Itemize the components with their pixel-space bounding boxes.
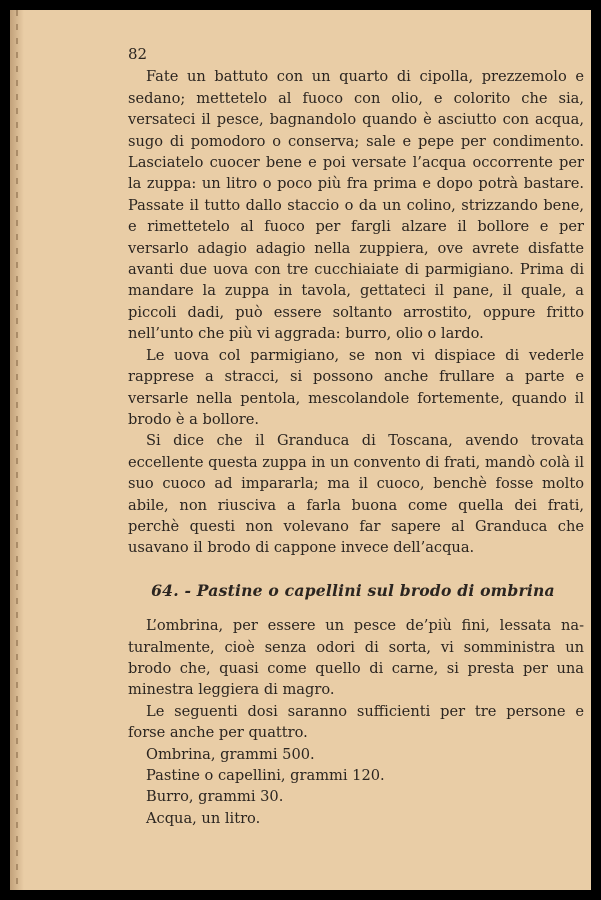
ingredient-line: Pastine o capellini, grammi 120. xyxy=(146,767,385,784)
book-page xyxy=(10,10,591,890)
ingredient-line: Acqua, un litro. xyxy=(146,809,261,827)
ingredient-line: Burro, grammi 30. xyxy=(146,788,284,806)
paragraph-servings: Le seguenti dosi saranno sufficienti per tre persone e forse anche per quattro. xyxy=(128,702,584,742)
page-text xyxy=(128,44,584,829)
recipe-heading: 64. - Pastine o capellini sul brodo di ombrina xyxy=(151,580,555,600)
paragraph-ombrina-intro: L’ombrina, per essere un pesce de’più fini, lessata naturalmente, cioè senza odori di sorta, vi somministra un brodo che, quasi come quello di carne, si presta per una minestra leggiera di magro. xyxy=(128,617,584,699)
paragraph-eggs-note: Le uova col parmigiano, se non vi dispiace di vederle rapprese a stracci, si possono anche frullare a parte e versarle nella pentola, mescolandole fortemente, quando il brodo è a bollore. xyxy=(128,346,584,428)
paragraph-soup-method: Fate un battuto con un quarto di cipolla, prezzemolo e sedano; mettetelo al fuoco con olio, e colorito che sia, versateci il pesce, bagnandolo quando è asciutto con acqua, sugo di pomodoro o conserva; sale e pepe per condimento. Lasciatelo cuocer bene e poi versate l’acqua occorrente per la zuppa: un litro o poco più fra prima e dopo potrà bastare. Passate il tutto dallo staccio o da un colino, strizzando bene, e rimettetelo al fuoco per fargli alzare il bollore e per versarlo adagio adagio nella zuppiera, ove avrete disfatte avanti due uova con tre cucchiaiate di parmigiano. Prima di mandare la zuppa in tavola, gettateci il pane, il quale, a piccoli dadi, può essere soltanto arrostito, oppure fritto nell’unto che più vi aggrada: burro, olio o lardo. xyxy=(128,68,584,343)
ingredient-line: Ombrina, grammi 500. xyxy=(146,745,315,763)
paragraph-granduca-anecdote: Si dice che il Granduca di Toscana, avendo trovata eccellente questa zuppa in un convento di frati, mandò colà il suo cuoco ad impararla; ma il cuoco, benchè fosse molto abile, non riusciva a farla buona come quella dei frati, perchè questi non volevano far sapere al Granduca che usavano il brodo di cappone invece dell’acqua. xyxy=(128,432,584,557)
page-number: 82 xyxy=(128,45,148,63)
